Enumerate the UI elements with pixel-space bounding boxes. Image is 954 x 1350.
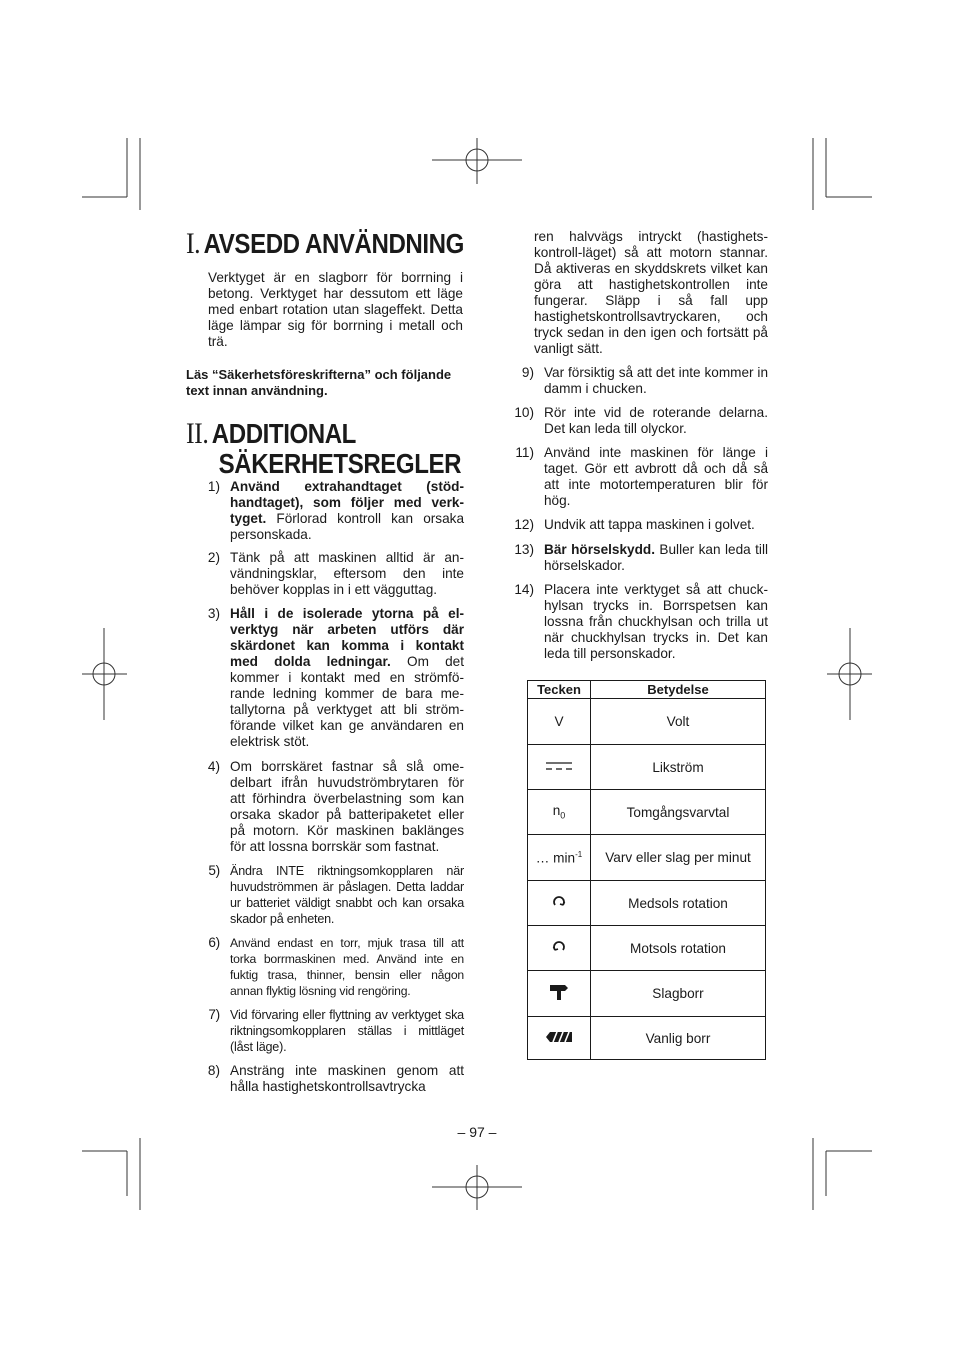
table-row xyxy=(528,745,766,790)
list-item: 13) Bär hörselskydd. Buller kan leda till hörselskador. xyxy=(514,542,768,573)
list-item: 9) Var försiktig så att det inte kommer in damm i chucken. xyxy=(521,365,768,396)
table-row xyxy=(528,835,766,881)
clockwise-rotation-icon xyxy=(551,894,567,910)
table-row xyxy=(528,881,766,926)
table-row xyxy=(528,1017,766,1060)
table-row xyxy=(528,926,766,971)
table-row xyxy=(528,699,766,745)
list-item: 12) Undvik att tappa maskinen i golvet. xyxy=(514,517,755,532)
list-item-continuation: ren halvvägs intryckt (hastighetskontroll-läget) så att motorn stannar. Då aktiveras en skyddskrets vilket kan göra att hastighetskontrollen inte fungerar. Släpp i så fall upp hastighetskontrollsavtryckaren, och tryck sedan in den igen och fortsätt på vanligt sätt. xyxy=(534,229,768,356)
meaning-cell: Varv eller slag per minut xyxy=(591,835,766,881)
list-item: 14) Placera inte verktyget så att chuckhylsan trycks in. Borrspetsen kan lossna från chuckhylsan och trilla ut när chuckhylsan trycks in. Det kan leda till personskador. xyxy=(514,582,768,661)
meaning-cell: Likström xyxy=(591,745,766,790)
section-2-heading: II. ADDITIONAL SÄKERHETSREGLER xyxy=(186,417,462,479)
symbol-table xyxy=(527,680,766,1060)
no-load-speed-symbol: $n_0$ xyxy=(528,790,591,835)
list-item: 4) Om borrskäret fastnar så slå omedelbart ifrån huvudströmbrytaren för att förhindra överbelastning som kan orsaka skador på batteripaketet eller på motorn. Kör maskinen baklänges för att lossna borrskär som fastnat. xyxy=(207,759,464,854)
list-item: 1) Använd extrahandtaget (stödhandtaget), som följer med verktyget. Förlorad kontroll kan orsaka personskada. xyxy=(207,479,464,542)
column-header-symbol: Tecken xyxy=(528,681,591,699)
list-item: 6) Använd endast en torr, mjuk trasa till att torka borrmaskinen med. Använd inte en fuktig trasa, thinner, bensin eller någon annan flyktig lösning vid rengöring. xyxy=(208,935,464,998)
meaning-cell: Motsols rotation xyxy=(591,926,766,971)
meaning-cell: Tomgångsvarvtal xyxy=(591,790,766,835)
page-number: – 97 – xyxy=(457,1124,497,1140)
meaning-cell: Vanlig borr xyxy=(591,1017,766,1060)
list-item: 5) Ändra INTE riktningsomkopplaren när huvudströmmen är påslagen. Detta laddar ur batteriet väldigt snabbt och kan orsaka skador på enheten. xyxy=(208,863,464,926)
list-item: 7) Vid förvaring eller flyttning av verktyget ska riktningsomkopplaren ställas i mittläget (låst läge). xyxy=(208,1007,464,1054)
list-item: 11) Använd inte maskinen för länge i taget. Gör ett avbrott då och då så att inte motortemperaturen blir för hög. xyxy=(515,445,768,508)
list-item: 10) Rör inte vid de roterande delarna. Det kan leda till olyckor. xyxy=(514,405,768,436)
table-header-row xyxy=(528,681,766,699)
column-header-meaning: Betydelse xyxy=(591,681,766,699)
list-item: 2) Tänk på att maskinen alltid är användningsklar, eftersom den inte behöver kopplas in i ett vägguttag. xyxy=(207,550,464,597)
drill-bit-icon xyxy=(545,1031,573,1043)
read-safety-note: Läs “Säkerhetsföreskrifterna” och följande text innan användning. xyxy=(186,367,452,398)
direct-current-icon xyxy=(544,760,574,772)
meaning-cell: Volt xyxy=(591,699,766,745)
section-1-heading: I. AVSEDD ANVÄNDNING xyxy=(186,227,464,260)
intended-use-text: Verktyget är en slagborr för borrning i betong. Verktyget har dessutom ett läge med enbart rotation utan slageffekt. Detta läge lämpar sig för borrning i metall och trä. xyxy=(208,270,463,349)
hammer-icon xyxy=(549,983,569,1001)
volt-symbol: V xyxy=(528,699,591,745)
per-minute-symbol: … $\min^{-1}$ xyxy=(528,835,591,881)
meaning-cell: Slagborr xyxy=(591,971,766,1017)
table-row xyxy=(528,971,766,1017)
list-item: 3) Håll i de isolerade ytorna på elverktyg när arbeten utförs där skärdonet kan komma i kontakt med dolda ledningar. Om det kommer i kontakt med en strömförande ledning kommer de bara metallytorna på verktyget att bli strömförande vilket kan ge användaren en elektrisk stöt. xyxy=(207,606,464,749)
counterclockwise-rotation-icon xyxy=(551,939,567,955)
table-row xyxy=(528,790,766,835)
meaning-cell: Medsols rotation xyxy=(591,881,766,926)
list-item: 8) Ansträng inte maskinen genom att hålla hastighetskontrollsavtrycka xyxy=(207,1063,464,1094)
